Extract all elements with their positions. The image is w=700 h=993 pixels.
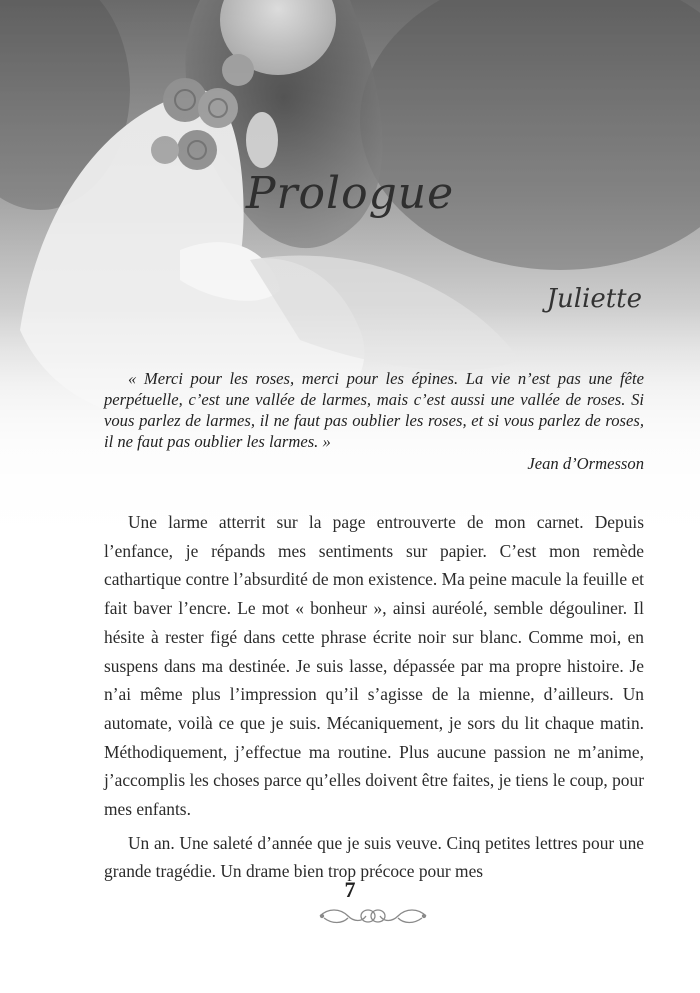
body-text: [104, 508, 644, 891]
epigraph-author: Jean d’Ormesson: [527, 454, 644, 473]
epigraph-quote: « Merci pour les roses, merci pour les épines. La vie n’est pas une fête perpétuelle, c’est une vallée de larmes, mais c’est aussi une vallée de roses. Si vous parlez de larmes, il ne faut pas oublier les roses, et si vous parlez de roses, il ne faut pas oublier les larmes. »: [104, 369, 644, 451]
paragraph: Un an. Une saleté d’année que je suis veuve. Cinq petites lettres pour une grande tragédie. Un drame bien trop précoce pour mes: [104, 832, 644, 882]
paragraph: Une larme atterrit sur la page entrouverte de mon carnet. Depuis l’enfance, je répands mes sentiments sur papier. C’est mon remède cathartique contre l’absurdité de mon existence. Ma peine macule la feuille et fait baver l’encre. Le mot « bonheur », ainsi auréolé, semble dégouliner. Il hésite à rester figé dans cette phrase écrite noir sur blanc. Comme moi, en suspens dans ma destinée. Je suis lasse, dépassée par ma propre histoire. Je n’ai même plus l’impression qu’il s’agisse de la mienne, d’ailleurs. Un automate, voilà ce que je suis. Mécaniquement, je sors du lit chaque matin. Méthodiquement, j’effectue ma routine. Plus aucune passion ne m’anime, j’accomplis les choses parce qu’elles doivent être faites, je tiens le coup, pour mes enfants.: [104, 512, 644, 820]
page-number: 7: [344, 877, 356, 902]
chapter-title: Prologue: [245, 168, 455, 219]
scroll-ornament-icon: [318, 904, 428, 928]
character-name: Juliette: [546, 284, 642, 314]
